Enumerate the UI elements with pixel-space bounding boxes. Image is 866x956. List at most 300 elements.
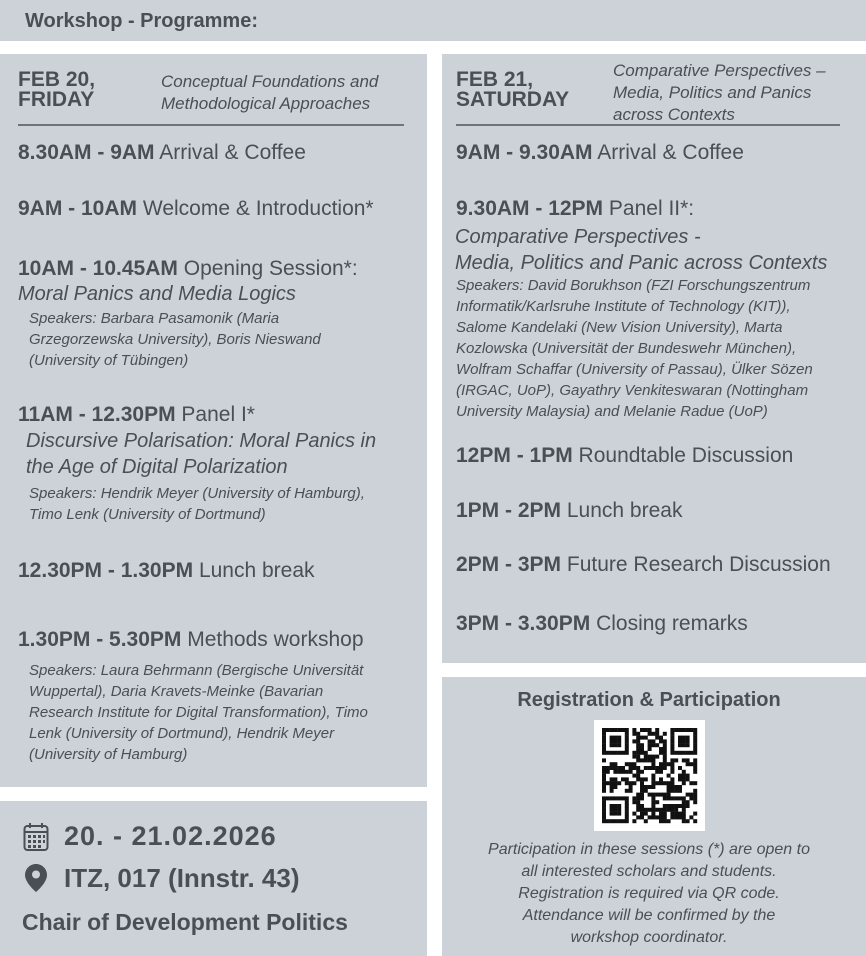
- qr-module: [678, 777, 682, 781]
- qr-module: [651, 804, 655, 808]
- qr-module: [625, 751, 629, 755]
- qr-module: [610, 785, 614, 789]
- qr-module: [659, 819, 663, 823]
- day1-event-3: 10AM - 10.45AM Opening Session*:: [18, 257, 358, 280]
- qr-module: [655, 793, 659, 797]
- qr-module: [674, 785, 678, 789]
- qr-module: [686, 793, 690, 797]
- qr-module: [613, 736, 617, 740]
- day2-divider: [456, 124, 840, 126]
- qr-module: [659, 766, 663, 770]
- qr-module: [648, 815, 652, 819]
- qr-module: [682, 770, 686, 774]
- qr-module: [636, 739, 640, 743]
- qr-module: [621, 728, 625, 732]
- qr-module: [632, 732, 636, 736]
- qr-module: [686, 739, 690, 743]
- qr-module: [636, 800, 640, 804]
- qr-module: [686, 762, 690, 766]
- day1-event-3-speakers: Speakers: Barbara Pasamonik (Maria Grzegorzewska University), Boris Nieswand (University of Tübingen): [29, 310, 321, 369]
- qr-module: [644, 758, 648, 762]
- day2-event-2-subtitle: Comparative Perspectives - Media, Politics and Panic across Contexts: [455, 226, 828, 274]
- qr-module: [667, 781, 671, 785]
- qr-module: [670, 785, 674, 789]
- qr-module: [636, 774, 640, 778]
- day1-event-4-subtitle: Discursive Polarisation: Moral Panics in the Age of Digital Polarization: [26, 430, 377, 478]
- qr-module: [670, 812, 674, 816]
- qr-module: [655, 728, 659, 732]
- qr-module: [682, 808, 686, 812]
- registration-note: Participation in these sessions (*) are open to all interested scholars and students. Registration is required via QR code. Attendance will be confirmed by the workshop coordinator.: [488, 841, 810, 946]
- qr-module: [610, 789, 614, 793]
- qr-module: [674, 789, 678, 793]
- qr-module: [678, 812, 682, 816]
- qr-module: [613, 819, 617, 823]
- qr-module: [667, 819, 671, 823]
- qr-module: [632, 781, 636, 785]
- qr-module: [655, 781, 659, 785]
- qr-module: [648, 808, 652, 812]
- qr-module: [602, 770, 606, 774]
- qr-module: [674, 815, 678, 819]
- day2-panel: [442, 54, 866, 663]
- qr-module: [613, 739, 617, 743]
- qr-module: [693, 758, 697, 762]
- qr-module: [606, 728, 610, 732]
- qr-module: [663, 747, 667, 751]
- qr-module: [693, 796, 697, 800]
- qr-module: [621, 770, 625, 774]
- qr-module: [659, 770, 663, 774]
- qr-module: [651, 777, 655, 781]
- qr-module: [667, 796, 671, 800]
- qr-module: [606, 781, 610, 785]
- day2-event-4: 1PM - 2PM Lunch break: [456, 499, 683, 522]
- qr-module: [625, 777, 629, 781]
- day2-event-6: 3PM - 3.30PM Closing remarks: [456, 612, 748, 635]
- qr-module: [663, 819, 667, 823]
- qr-module: [606, 796, 610, 800]
- qr-module: [610, 808, 614, 812]
- qr-module: [659, 762, 663, 766]
- day2-theme: Comparative Perspectives – Media, Politics and Panics across Contexts: [613, 61, 826, 124]
- qr-module: [686, 736, 690, 740]
- qr-module: [648, 739, 652, 743]
- qr-module: [644, 819, 648, 823]
- qr-module: [640, 815, 644, 819]
- qr-module: [693, 732, 697, 736]
- qr-module: [670, 815, 674, 819]
- qr-module: [663, 743, 667, 747]
- qr-module: [670, 751, 674, 755]
- qr-module: [621, 819, 625, 823]
- qr-module: [648, 793, 652, 797]
- qr-module: [610, 736, 614, 740]
- qr-module: [602, 796, 606, 800]
- qr-module: [670, 747, 674, 751]
- day1-event-3-subtitle: Moral Panics and Media Logics: [18, 283, 296, 305]
- qr-module: [617, 751, 621, 755]
- qr-module: [617, 739, 621, 743]
- qr-module: [651, 739, 655, 743]
- qr-module: [610, 766, 614, 770]
- qr-module: [663, 793, 667, 797]
- qr-module: [636, 766, 640, 770]
- qr-module: [648, 758, 652, 762]
- qr-module: [625, 743, 629, 747]
- qr-module: [678, 728, 682, 732]
- qr-module: [648, 755, 652, 759]
- qr-module: [606, 819, 610, 823]
- header-bar: [0, 0, 866, 41]
- day1-event-1: 8.30AM - 9AM Arrival & Coffee: [18, 141, 306, 164]
- qr-module: [659, 781, 663, 785]
- qr-module: [693, 800, 697, 804]
- qr-module: [610, 781, 614, 785]
- qr-module: [617, 743, 621, 747]
- qr-module: [651, 785, 655, 789]
- qr-module: [651, 796, 655, 800]
- qr-module: [617, 812, 621, 816]
- qr-module: [632, 755, 636, 759]
- qr-module: [606, 770, 610, 774]
- qr-module: [629, 762, 633, 766]
- qr-module: [617, 819, 621, 823]
- qr-module: [670, 804, 674, 808]
- qr-module: [610, 777, 614, 781]
- qr-module: [667, 793, 671, 797]
- qr-module: [613, 766, 617, 770]
- qr-module: [636, 747, 640, 751]
- qr-module: [651, 732, 655, 736]
- qr-module: [689, 728, 693, 732]
- qr-module: [678, 774, 682, 778]
- qr-module: [602, 766, 606, 770]
- qr-module: [663, 812, 667, 816]
- qr-module: [689, 751, 693, 755]
- qr-module: [621, 777, 625, 781]
- qr-module: [689, 796, 693, 800]
- registration-title: Registration & Participation: [517, 689, 781, 711]
- qr-module: [625, 815, 629, 819]
- qr-module: [655, 755, 659, 759]
- qr-module: [636, 770, 640, 774]
- qr-module: [655, 800, 659, 804]
- qr-module: [602, 747, 606, 751]
- qr-module: [606, 751, 610, 755]
- qr-module: [663, 815, 667, 819]
- qr-module: [651, 743, 655, 747]
- qr-module: [644, 812, 648, 816]
- qr-module: [636, 751, 640, 755]
- qr-module: [670, 770, 674, 774]
- qr-module: [655, 743, 659, 747]
- qr-module: [659, 739, 663, 743]
- qr-module: [663, 796, 667, 800]
- qr-module: [648, 785, 652, 789]
- qr-module: [640, 743, 644, 747]
- qr-module: [640, 758, 644, 762]
- qr-module: [644, 808, 648, 812]
- qr-module: [693, 747, 697, 751]
- qr-module: [678, 789, 682, 793]
- qr-module: [632, 819, 636, 823]
- qr-module: [693, 751, 697, 755]
- qr-module: [670, 743, 674, 747]
- qr-module: [659, 736, 663, 740]
- qr-module: [617, 736, 621, 740]
- qr-module: [602, 774, 606, 778]
- qr-module: [602, 739, 606, 743]
- qr-module: [644, 736, 648, 740]
- qr-module: [610, 796, 614, 800]
- qr-module: [655, 770, 659, 774]
- qr-module: [602, 751, 606, 755]
- organizer: Chair of Development Politics: [22, 909, 348, 935]
- qr-module: [659, 751, 663, 755]
- qr-module: [651, 762, 655, 766]
- qr-module: [674, 751, 678, 755]
- qr-module: [644, 777, 648, 781]
- qr-module: [659, 808, 663, 812]
- qr-module: [632, 796, 636, 800]
- qr-module: [659, 777, 663, 781]
- qr-module: [693, 743, 697, 747]
- qr-module: [678, 815, 682, 819]
- qr-module: [613, 728, 617, 732]
- qr-module: [674, 728, 678, 732]
- qr-module: [693, 789, 697, 793]
- qr-module: [613, 762, 617, 766]
- qr-module: [602, 743, 606, 747]
- qr-module: [602, 819, 606, 823]
- qr-module: [678, 796, 682, 800]
- qr-module: [602, 804, 606, 808]
- qr-module: [632, 766, 636, 770]
- qr-module: [602, 758, 606, 762]
- day2-event-2: 9.30AM - 12PM Panel II*:: [456, 197, 695, 220]
- qr-module: [686, 774, 690, 778]
- qr-module: [629, 785, 633, 789]
- qr-module: [617, 796, 621, 800]
- qr-module: [636, 777, 640, 781]
- qr-module: [613, 770, 617, 774]
- qr-module: [625, 736, 629, 740]
- qr-module: [651, 812, 655, 816]
- qr-module: [602, 785, 606, 789]
- qr-module: [640, 728, 644, 732]
- qr-module: [617, 766, 621, 770]
- qr-module: [655, 808, 659, 812]
- qr-module: [625, 812, 629, 816]
- qr-module: [651, 793, 655, 797]
- qr-module: [678, 736, 682, 740]
- qr-module: [651, 808, 655, 812]
- calendar-icon: [23, 822, 49, 857]
- qr-module: [640, 770, 644, 774]
- qr-module: [602, 732, 606, 736]
- qr-module: [602, 789, 606, 793]
- event-location: ITZ, 017 (Innstr. 43): [64, 863, 300, 893]
- qr-module: [610, 819, 614, 823]
- qr-module: [693, 770, 697, 774]
- qr-module: [602, 800, 606, 804]
- qr-module: [613, 812, 617, 816]
- qr-module: [670, 728, 674, 732]
- qr-module: [632, 812, 636, 816]
- qr-module: [621, 796, 625, 800]
- event-dates: 20. - 21.02.2026: [64, 821, 277, 851]
- qr-module: [682, 804, 686, 808]
- qr-module: [693, 736, 697, 740]
- qr-module: [682, 736, 686, 740]
- qr-module: [625, 789, 629, 793]
- qr-module: [640, 808, 644, 812]
- qr-module: [621, 751, 625, 755]
- qr-module: [613, 785, 617, 789]
- qr-module: [674, 804, 678, 808]
- qr-module: [667, 785, 671, 789]
- day2-event-3: 12PM - 1PM Roundtable Discussion: [456, 444, 794, 467]
- qr-module: [636, 804, 640, 808]
- qr-module: [632, 762, 636, 766]
- qr-module: [651, 758, 655, 762]
- qr-module: [617, 770, 621, 774]
- qr-module: [674, 796, 678, 800]
- qr-module: [651, 774, 655, 778]
- qr-module: [663, 762, 667, 766]
- qr-module: [693, 728, 697, 732]
- qr-module: [625, 739, 629, 743]
- qr-module: [632, 739, 636, 743]
- qr-module: [640, 789, 644, 793]
- qr-module: [674, 758, 678, 762]
- qr-module: [602, 812, 606, 816]
- qr-module: [636, 796, 640, 800]
- qr-module: [636, 815, 640, 819]
- qr-module: [682, 728, 686, 732]
- qr-module: [629, 781, 633, 785]
- qr-module: [670, 732, 674, 736]
- day2-date: FEB 21, SATURDAY: [456, 68, 570, 111]
- day1-panel: [0, 54, 427, 787]
- qr-module: [636, 743, 640, 747]
- qr-module: [644, 728, 648, 732]
- qr-module: [670, 766, 674, 770]
- qr-module: [663, 739, 667, 743]
- qr-module: [610, 728, 614, 732]
- qr-module: [682, 777, 686, 781]
- qr-module: [632, 728, 636, 732]
- qr-module: [602, 736, 606, 740]
- qr-module: [670, 796, 674, 800]
- qr-module: [651, 781, 655, 785]
- qr-module: [682, 819, 686, 823]
- qr-module: [693, 819, 697, 823]
- qr-module: [617, 804, 621, 808]
- qr-module: [602, 781, 606, 785]
- qr-module: [693, 766, 697, 770]
- qr-module: [625, 732, 629, 736]
- qr-module: [667, 804, 671, 808]
- qr-module: [682, 751, 686, 755]
- qr-module: [617, 808, 621, 812]
- day1-event-4-speakers: Speakers: Hendrik Meyer (University of Hamburg), Timo Lenk (University of Dortmund): [29, 485, 365, 523]
- qr-module: [682, 796, 686, 800]
- qr-module: [686, 743, 690, 747]
- qr-module: [617, 728, 621, 732]
- qr-module: [640, 804, 644, 808]
- qr-module: [686, 758, 690, 762]
- qr-module: [667, 808, 671, 812]
- qr-module: [667, 774, 671, 778]
- qr-module: [640, 785, 644, 789]
- qr-module: [632, 774, 636, 778]
- qr-module: [610, 751, 614, 755]
- day1-event-5: 12.30PM - 1.30PM Lunch break: [18, 559, 315, 582]
- qr-module: [670, 762, 674, 766]
- day1-date: FEB 20, FRIDAY: [18, 68, 96, 111]
- qr-module: [644, 751, 648, 755]
- registration-panel: [442, 677, 866, 956]
- qr-module: [659, 815, 663, 819]
- qr-module: [686, 804, 690, 808]
- qr-module: [689, 815, 693, 819]
- qr-module: [636, 732, 640, 736]
- qr-module: [648, 728, 652, 732]
- qr-module: [674, 808, 678, 812]
- qr-module: [655, 815, 659, 819]
- qr-module: [663, 808, 667, 812]
- day1-event-2: 9AM - 10AM Welcome & Introduction*: [18, 197, 374, 220]
- qr-module: [663, 758, 667, 762]
- qr-module: [640, 781, 644, 785]
- qr-module: [693, 739, 697, 743]
- qr-module: [670, 808, 674, 812]
- day1-event-6-speakers: Speakers: Laura Behrmann (Bergische Universität Wuppertal), Daria Kravets-Meinke (Bavarian Research Institute for Digital Transformation), Timo Lenk (University of Dortmund), Hendrik Meyer (University of Hamburg): [29, 662, 368, 763]
- qr-module: [625, 728, 629, 732]
- qr-module: [625, 781, 629, 785]
- qr-module: [663, 781, 667, 785]
- day1-theme: Conceptual Foundations and Methodological Approaches: [161, 72, 379, 113]
- day1-divider: [18, 124, 404, 126]
- day2-event-1: 9AM - 9.30AM Arrival & Coffee: [456, 141, 744, 164]
- day1-event-6: 1.30PM - 5.30PM Methods workshop: [18, 628, 364, 651]
- qr-module: [693, 812, 697, 816]
- qr-module: [602, 777, 606, 781]
- qr-module: [648, 732, 652, 736]
- qr-module: [678, 785, 682, 789]
- qr-module: [648, 747, 652, 751]
- qr-module: [610, 762, 614, 766]
- qr-module: [678, 743, 682, 747]
- qr-module: [636, 736, 640, 740]
- qr-code[interactable]: [594, 720, 705, 831]
- qr-module: [689, 762, 693, 766]
- qr-module: [663, 804, 667, 808]
- qr-module: [625, 796, 629, 800]
- qr-module: [682, 815, 686, 819]
- qr-module: [632, 751, 636, 755]
- qr-module: [678, 739, 682, 743]
- qr-module: [640, 812, 644, 816]
- qr-module: [602, 728, 606, 732]
- qr-module: [644, 789, 648, 793]
- qr-module: [640, 796, 644, 800]
- qr-module: [610, 812, 614, 816]
- qr-module: [629, 766, 633, 770]
- qr-module: [625, 819, 629, 823]
